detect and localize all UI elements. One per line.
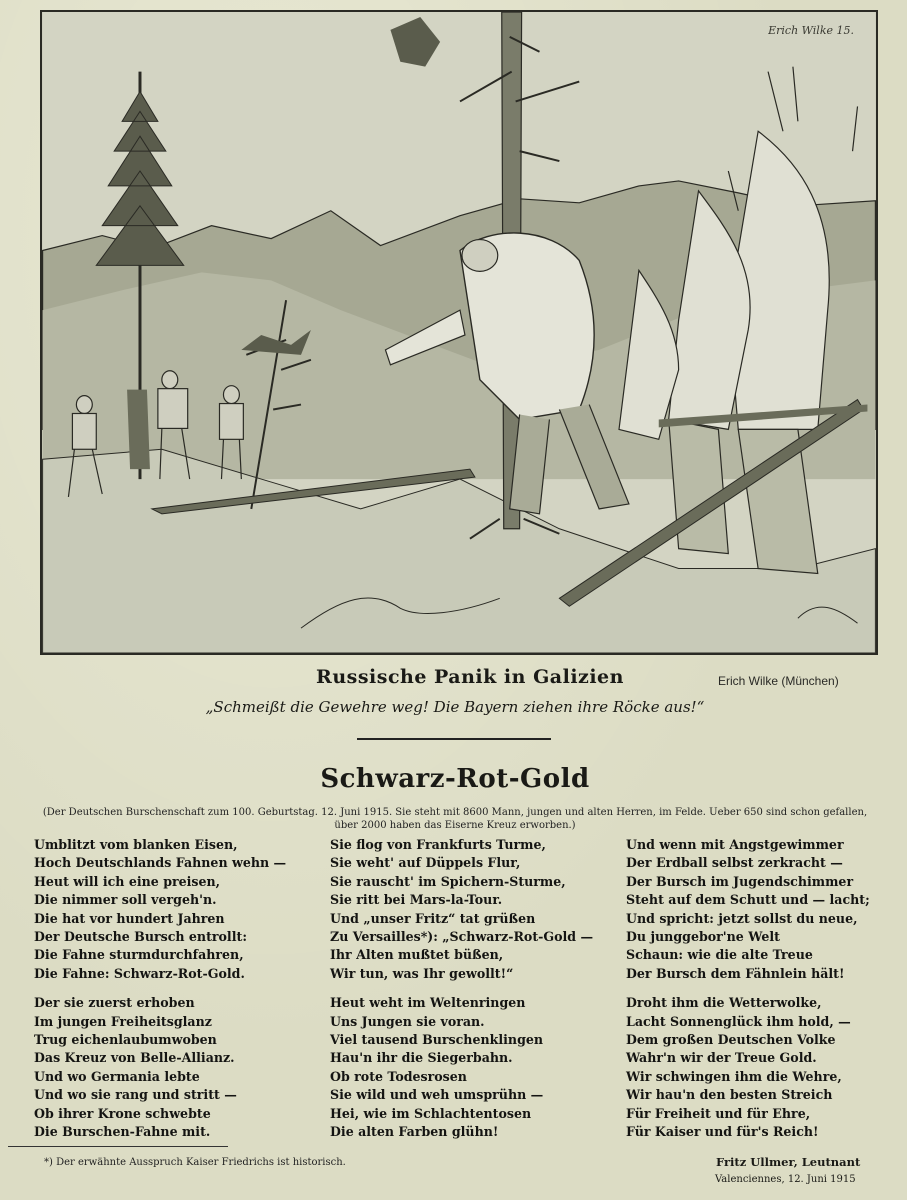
poem-stanza: [626, 836, 886, 983]
poem-line: Sie wild und weh umsprühn —: [330, 1087, 544, 1103]
poem-subtitle-line: über 2000 haben das Eiserne Kreuz erworben.): [334, 820, 576, 831]
poem-column-3: [626, 836, 886, 1153]
poem-line: Zu Versailles*): „Schwarz-Rot-Gold —: [330, 929, 594, 945]
poem-line: Steht auf dem Schutt und — lacht;: [626, 892, 870, 908]
poem-stanza: [34, 836, 304, 983]
poem-line: Und wenn mit Angstgewimmer: [626, 837, 844, 852]
poem-line: Für Kaiser und für's Reich!: [626, 1124, 819, 1140]
poem-line: Und spricht: jetzt sollst du neue,: [626, 910, 858, 926]
poem-subtitle-line: (Der Deutschen Burschenschaft zum 100. Geburtstag. 12. Juni 1915. Sie steht mit 8600 Mann, jungen und alten Herren, im Felde. Ueber 650 sind schon gefallen,: [42, 807, 868, 818]
poem-line: Das Kreuz von Belle-Allianz.: [34, 1050, 235, 1066]
poem-line: Sie flog von Frankfurts Turme,: [330, 837, 546, 852]
poem-line: Die nimmer soll vergeh'n.: [34, 892, 217, 908]
poem-line: Für Freiheit und für Ehre,: [626, 1105, 811, 1121]
footnote: *) Der erwähnte Ausspruch Kaiser Friedrichs ist historisch.: [44, 1157, 346, 1168]
poem-stanza: [330, 994, 605, 1141]
poem-line: Die Fahne sturmdurchfahren,: [34, 947, 244, 963]
poem-column-2: [330, 836, 605, 1153]
poem-line: Umblitzt vom blanken Eisen,: [34, 837, 238, 852]
poem-line: Im jungen Freiheitsglanz: [34, 1013, 212, 1029]
poem-line: Sie rauscht' im Spichern-Sturme,: [330, 873, 566, 889]
poem-line: Hoch Deutschlands Fahnen wehn —: [34, 855, 287, 871]
cartoon-drawing: [42, 12, 876, 653]
poem-line: Schaun: wie die alte Treue: [626, 947, 813, 963]
cartoon-illustration: [40, 10, 878, 655]
section-divider: [357, 738, 551, 740]
poem-line: Droht ihm die Wetterwolke,: [626, 995, 822, 1011]
poem-line: Lacht Sonnenglück ihm hold, —: [626, 1013, 851, 1029]
cartoon-quote: „Schmeißt die Gewehre weg! Die Bayern ziehen ihre Röcke aus!“: [205, 698, 705, 716]
poem-line: Und wo sie rang und stritt —: [34, 1087, 237, 1103]
poem-line: Der sie zuerst erhoben: [34, 995, 195, 1011]
poem-line: Trug eichenlaubumwoben: [34, 1032, 217, 1048]
poem-line: Uns Jungen sie voran.: [330, 1013, 485, 1029]
poem-line: Hei, wie im Schlachtentosen: [330, 1105, 532, 1121]
poem-line: Ob ihrer Krone schwebte: [34, 1105, 211, 1121]
poem-line: Der Erdball selbst zerkracht —: [626, 855, 843, 871]
cartoon-title: Russische Panik in Galizien: [316, 666, 624, 688]
poem-line: Der Deutsche Bursch entrollt:: [34, 929, 247, 945]
poem-line: Und wo Germania lebte: [34, 1068, 200, 1084]
poem-line: Ob rote Todesrosen: [330, 1068, 467, 1084]
poem-line: Sie weht' auf Düppels Flur,: [330, 855, 521, 871]
poem-line: Heut will ich eine preisen,: [34, 873, 221, 889]
poem-line: Die Burschen-Fahne mit.: [34, 1124, 211, 1140]
poem-line: Ihr Alten mußtet büßen,: [330, 947, 504, 963]
poem-line: Heut weht im Weltenringen: [330, 995, 526, 1011]
poem-line: Die alten Farben glühn!: [330, 1124, 499, 1140]
poem-line: Hau'n ihr die Siegerbahn.: [330, 1050, 513, 1066]
poem-line: Wir tun, was Ihr gewollt!“: [330, 965, 514, 981]
poem-line: Viel tausend Burschenklingen: [330, 1032, 544, 1048]
footnote-rule: [8, 1146, 228, 1147]
poem-line: Du junggebor'ne Welt: [626, 929, 780, 945]
artist-credit: Erich Wilke (München): [718, 674, 839, 688]
poem-line: Der Bursch im Jugendschimmer: [626, 873, 854, 889]
poem-stanza: [34, 994, 304, 1141]
poem-line: Dem großen Deutschen Volke: [626, 1032, 836, 1048]
poem-line: Wahr'n wir der Treue Gold.: [626, 1050, 817, 1066]
poem-subtitle: [40, 806, 870, 832]
poem-place-date: Valenciennes, 12. Juni 1915: [715, 1174, 856, 1185]
poem-title: Schwarz-Rot-Gold: [320, 764, 590, 794]
artist-signature: Erich Wilke 15.: [768, 24, 854, 37]
poem-line: Die hat vor hundert Jahren: [34, 910, 225, 926]
poem-line: Wir hau'n den besten Streich: [626, 1087, 833, 1103]
poem-column-1: [34, 836, 304, 1153]
poem-line: Sie ritt bei Mars-la-Tour.: [330, 892, 503, 908]
poem-author: Fritz Ullmer, Leutnant: [716, 1155, 861, 1169]
poem-stanza: [626, 994, 886, 1141]
poem-line: Der Bursch dem Fähnlein hält!: [626, 965, 845, 981]
poem-line: Und „unser Fritz“ tat grüßen: [330, 910, 536, 926]
poem-line: Wir schwingen ihm die Wehre,: [626, 1068, 842, 1084]
poem-stanza: [330, 836, 605, 983]
poem-line: Die Fahne: Schwarz-Rot-Gold.: [34, 965, 245, 981]
